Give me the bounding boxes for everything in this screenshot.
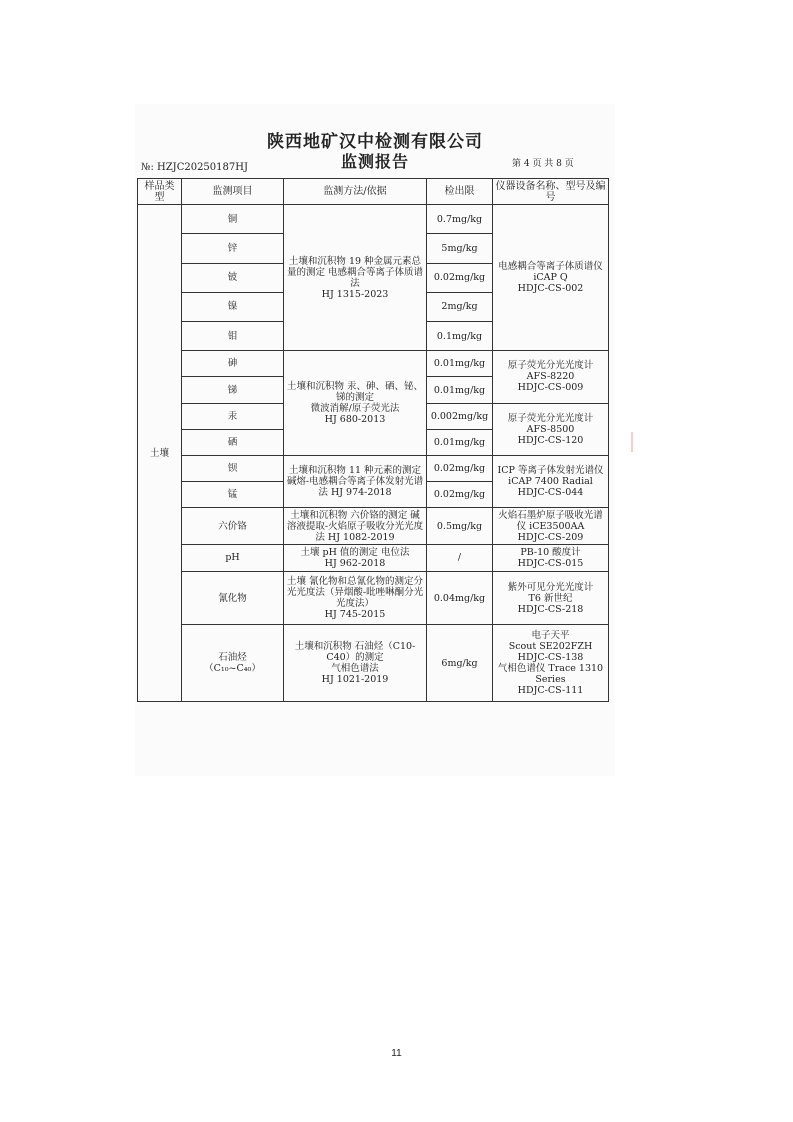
header-instrument: 仪器设备名称、型号及编号 [493, 179, 609, 205]
page-number: 11 [391, 1048, 402, 1059]
item-cell: 六价铬 [182, 508, 284, 544]
item-cell: 锑 [182, 377, 284, 403]
item-cell: 铜 [182, 205, 284, 234]
header-item: 监测项目 [182, 179, 284, 205]
limit-cell: 0.1mg/kg [427, 322, 493, 351]
limit-cell: 2mg/kg [427, 292, 493, 321]
limit-cell: 5mg/kg [427, 234, 493, 263]
method-cell: 土壤和沉积物 石油烃（C10-C40）的测定 气相色谱法 HJ 1021-2019 [284, 625, 427, 702]
limit-cell: 0.02mg/kg [427, 263, 493, 292]
header-limit: 检出限 [427, 179, 493, 205]
table-row [138, 571, 609, 624]
instrument-cell: PB-10 酸度计 HDJC-CS-015 [493, 544, 609, 571]
item-cell: 铍 [182, 263, 284, 292]
table-row [138, 351, 609, 377]
monitoring-table [137, 178, 609, 702]
item-cell: 砷 [182, 351, 284, 377]
company-name: 陕西地矿汉中检测有限公司 [267, 132, 483, 152]
item-cell: 镍 [182, 292, 284, 321]
instrument-cell: 原子荧光分光光度计 AFS-8220 HDJC-CS-009 [493, 351, 609, 403]
limit-cell: 0.01mg/kg [427, 351, 493, 377]
table-header-row [138, 179, 609, 205]
limit-cell: 0.002mg/kg [427, 403, 493, 429]
table-row [138, 205, 609, 234]
method-cell: 土壤 pH 值的测定 电位法 HJ 962-2018 [284, 544, 427, 571]
table-row [138, 544, 609, 571]
limit-cell: 0.02mg/kg [427, 456, 493, 482]
method-cell: 土壤和沉积物 汞、砷、硒、铋、锑的测定 微波消解/原子荧光法 HJ 680-2013 [284, 351, 427, 456]
method-cell: 土壤和沉积物 11 种元素的测定 碱熔-电感耦合等离子体发射光谱法 HJ 974-2018 [284, 456, 427, 508]
method-cell: 土壤和沉积物 六价铬的测定 碱溶液提取-火焰原子吸收分光光度法 HJ 1082-2019 [284, 508, 427, 544]
limit-cell: 6mg/kg [427, 625, 493, 702]
limit-cell: 0.04mg/kg [427, 571, 493, 624]
report-title: 监测报告 [340, 152, 409, 171]
scan-mark [631, 432, 633, 452]
report-number: №: HZJC20250187HJ [141, 162, 248, 173]
limit-cell: / [427, 544, 493, 571]
instrument-cell: 火焰石墨炉原子吸收光谱仪 iCE3500AA HDJC-CS-209 [493, 508, 609, 544]
item-cell: 氰化物 [182, 571, 284, 624]
item-cell [182, 625, 284, 702]
item-cell: 硒 [182, 429, 284, 455]
limit-cell: 0.01mg/kg [427, 429, 493, 455]
instrument-cell: 电子天平 Scout SE202FZH HDJC-CS-138 气相色谱仪 Trace 1310 Series HDJC-CS-111 [493, 625, 609, 702]
table-row [138, 508, 609, 544]
item-cell: 汞 [182, 403, 284, 429]
limit-cell: 0.01mg/kg [427, 377, 493, 403]
method-cell: 土壤 氰化物和总氰化物的测定分光光度法（异烟酸-吡唑啉酮分光光度法） HJ 745-2015 [284, 571, 427, 624]
limit-cell: 0.02mg/kg [427, 482, 493, 508]
table-row [138, 456, 609, 482]
header-method: 监测方法/依据 [284, 179, 427, 205]
page-info: 第 4 页 共 8 页 [512, 159, 574, 169]
header-sample-type: 样品类型 [138, 179, 182, 205]
item-cell: 锰 [182, 482, 284, 508]
item-petroleum: 石油烃 [218, 652, 247, 664]
method-cell: 土壤和沉积物 19 种金属元素总量的测定 电感耦合等离子体质谱法 HJ 1315-2023 [284, 205, 427, 351]
item-petroleum-range: （C₁₀~C₄₀） [204, 663, 261, 675]
instrument-cell: ICP 等离子体发射光谱仪 iCAP 7400 Radial HDJC-CS-044 [493, 456, 609, 508]
item-cell: pH [182, 544, 284, 571]
instrument-cell: 原子荧光分光光度计 AFS-8500 HDJC-CS-120 [493, 403, 609, 455]
sample-type-cell: 土壤 [138, 205, 182, 702]
instrument-cell: 电感耦合等离子体质谱仪 iCAP Q HDJC-CS-002 [493, 205, 609, 351]
table-row [138, 625, 609, 702]
limit-cell: 0.7mg/kg [427, 205, 493, 234]
instrument-cell: 紫外可见分光光度计 T6 新世纪 HDJC-CS-218 [493, 571, 609, 624]
item-cell: 钼 [182, 322, 284, 351]
item-cell: 锌 [182, 234, 284, 263]
item-cell: 钡 [182, 456, 284, 482]
limit-cell: 0.5mg/kg [427, 508, 493, 544]
